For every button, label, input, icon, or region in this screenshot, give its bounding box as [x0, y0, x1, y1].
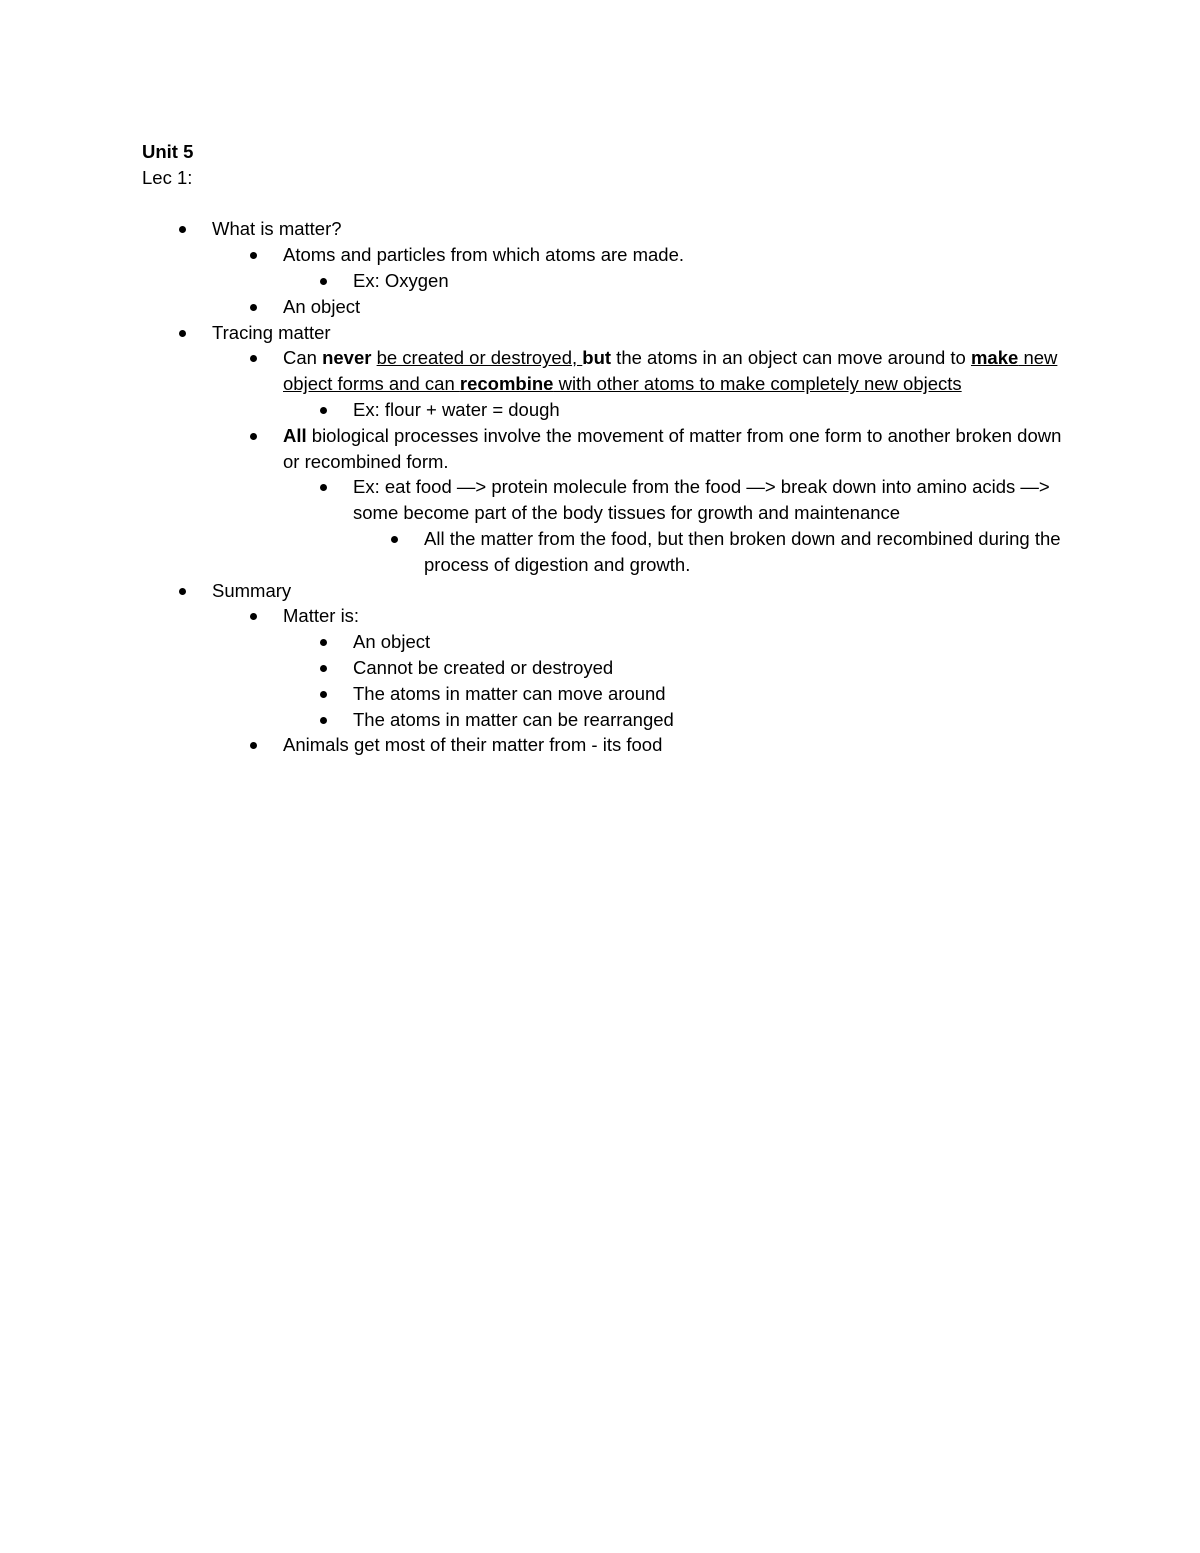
list-item-level-4 — [142, 526, 1072, 578]
list-item-text-segment: What is matter? — [212, 218, 342, 240]
bullet-dot-icon — [391, 536, 398, 543]
list-item-text-segment: the atoms in an object can move around to — [611, 347, 971, 369]
list-item-level-1 — [142, 216, 1072, 242]
list-item-text-segment: Summary — [212, 579, 292, 601]
list-item-text-segment: Ex: Oxygen — [353, 269, 449, 291]
list-item-level-2 — [142, 423, 1072, 475]
list-item-text-segment: Cannot be created or destroyed — [353, 656, 614, 678]
list-item-level-3 — [142, 474, 1072, 526]
list-item-level-2 — [142, 732, 1072, 758]
list-item-level-2 — [142, 603, 1072, 629]
list-item-text-segment: biological processes involve the movement of matter from one form to another broken down or recombined form. — [283, 424, 1062, 472]
bullet-dot-icon — [250, 433, 257, 440]
list-item-text-segment: Ex: flour + water = dough — [353, 398, 560, 420]
list-item-text-segment: The atoms in matter can move around — [353, 682, 666, 704]
bullet-dot-icon — [250, 613, 257, 620]
document-title: Unit 5 — [142, 141, 194, 162]
list-item-level-3 — [142, 397, 1072, 423]
list-item-text-segment: but — [582, 347, 612, 369]
bullet-dot-icon — [320, 717, 327, 724]
list-item-level-1 — [142, 578, 1072, 604]
bullet-dot-icon — [250, 355, 257, 362]
list-item-level-3 — [142, 655, 1072, 681]
bullet-dot-icon — [320, 484, 327, 491]
bullet-dot-icon — [250, 304, 257, 311]
list-item-text-segment: Animals get most of their matter from - its food — [283, 734, 663, 756]
list-item-text-segment: Can — [283, 347, 323, 369]
list-item-text-segment: never — [322, 347, 372, 369]
list-item-level-2 — [142, 345, 1072, 397]
list-item-level-3 — [142, 681, 1072, 707]
list-item-text-segment: Ex: eat food —> protein molecule from the food —> break down into amino acids —> some become part of the body tissues for growth and maintenance — [353, 476, 1050, 524]
notes-bullet-list — [142, 216, 1072, 758]
bullet-dot-icon — [320, 639, 327, 646]
list-item-text-segment: recombine — [459, 373, 554, 395]
bullet-dot-icon — [320, 691, 327, 698]
document-body — [142, 139, 1072, 758]
list-item-level-2 — [142, 242, 1072, 268]
list-item-level-3 — [142, 629, 1072, 655]
list-item-text-segment: Tracing matter — [212, 321, 331, 343]
bullet-dot-icon — [179, 226, 186, 233]
bullet-dot-icon — [320, 665, 327, 672]
list-item-level-1 — [142, 320, 1072, 346]
bullet-dot-icon — [320, 407, 327, 414]
list-item-level-3 — [142, 707, 1072, 733]
bullet-dot-icon — [320, 278, 327, 285]
list-item-text-segment: An object — [353, 631, 431, 653]
list-item-text-segment: All the matter from the food, but then broken down and recombined during the process of digestion and growth. — [424, 527, 1061, 575]
list-item-level-2 — [142, 294, 1072, 320]
bullet-dot-icon — [250, 742, 257, 749]
list-item-level-3 — [142, 268, 1072, 294]
list-item-text-segment: be created or destroyed — [376, 347, 572, 369]
list-item-text-segment: An object — [283, 295, 361, 317]
list-item-text-segment: , — [572, 347, 583, 369]
document-subtitle: Lec 1: — [142, 166, 193, 188]
list-item-text-segment: make — [970, 347, 1019, 369]
bullet-dot-icon — [179, 588, 186, 595]
bullet-dot-icon — [250, 252, 257, 259]
list-item-text-segment: new object forms and can — [283, 347, 1058, 395]
list-item-text-segment: All — [283, 424, 307, 446]
list-item-text-segment: The atoms in matter can be rearranged — [353, 708, 674, 730]
list-item-text-segment: Atoms and particles from which atoms are made. — [283, 244, 684, 266]
list-item-text-segment: Matter is: — [283, 605, 360, 627]
list-item-text-segment: with other atoms to make completely new objects — [553, 373, 962, 395]
bullet-dot-icon — [179, 330, 186, 337]
